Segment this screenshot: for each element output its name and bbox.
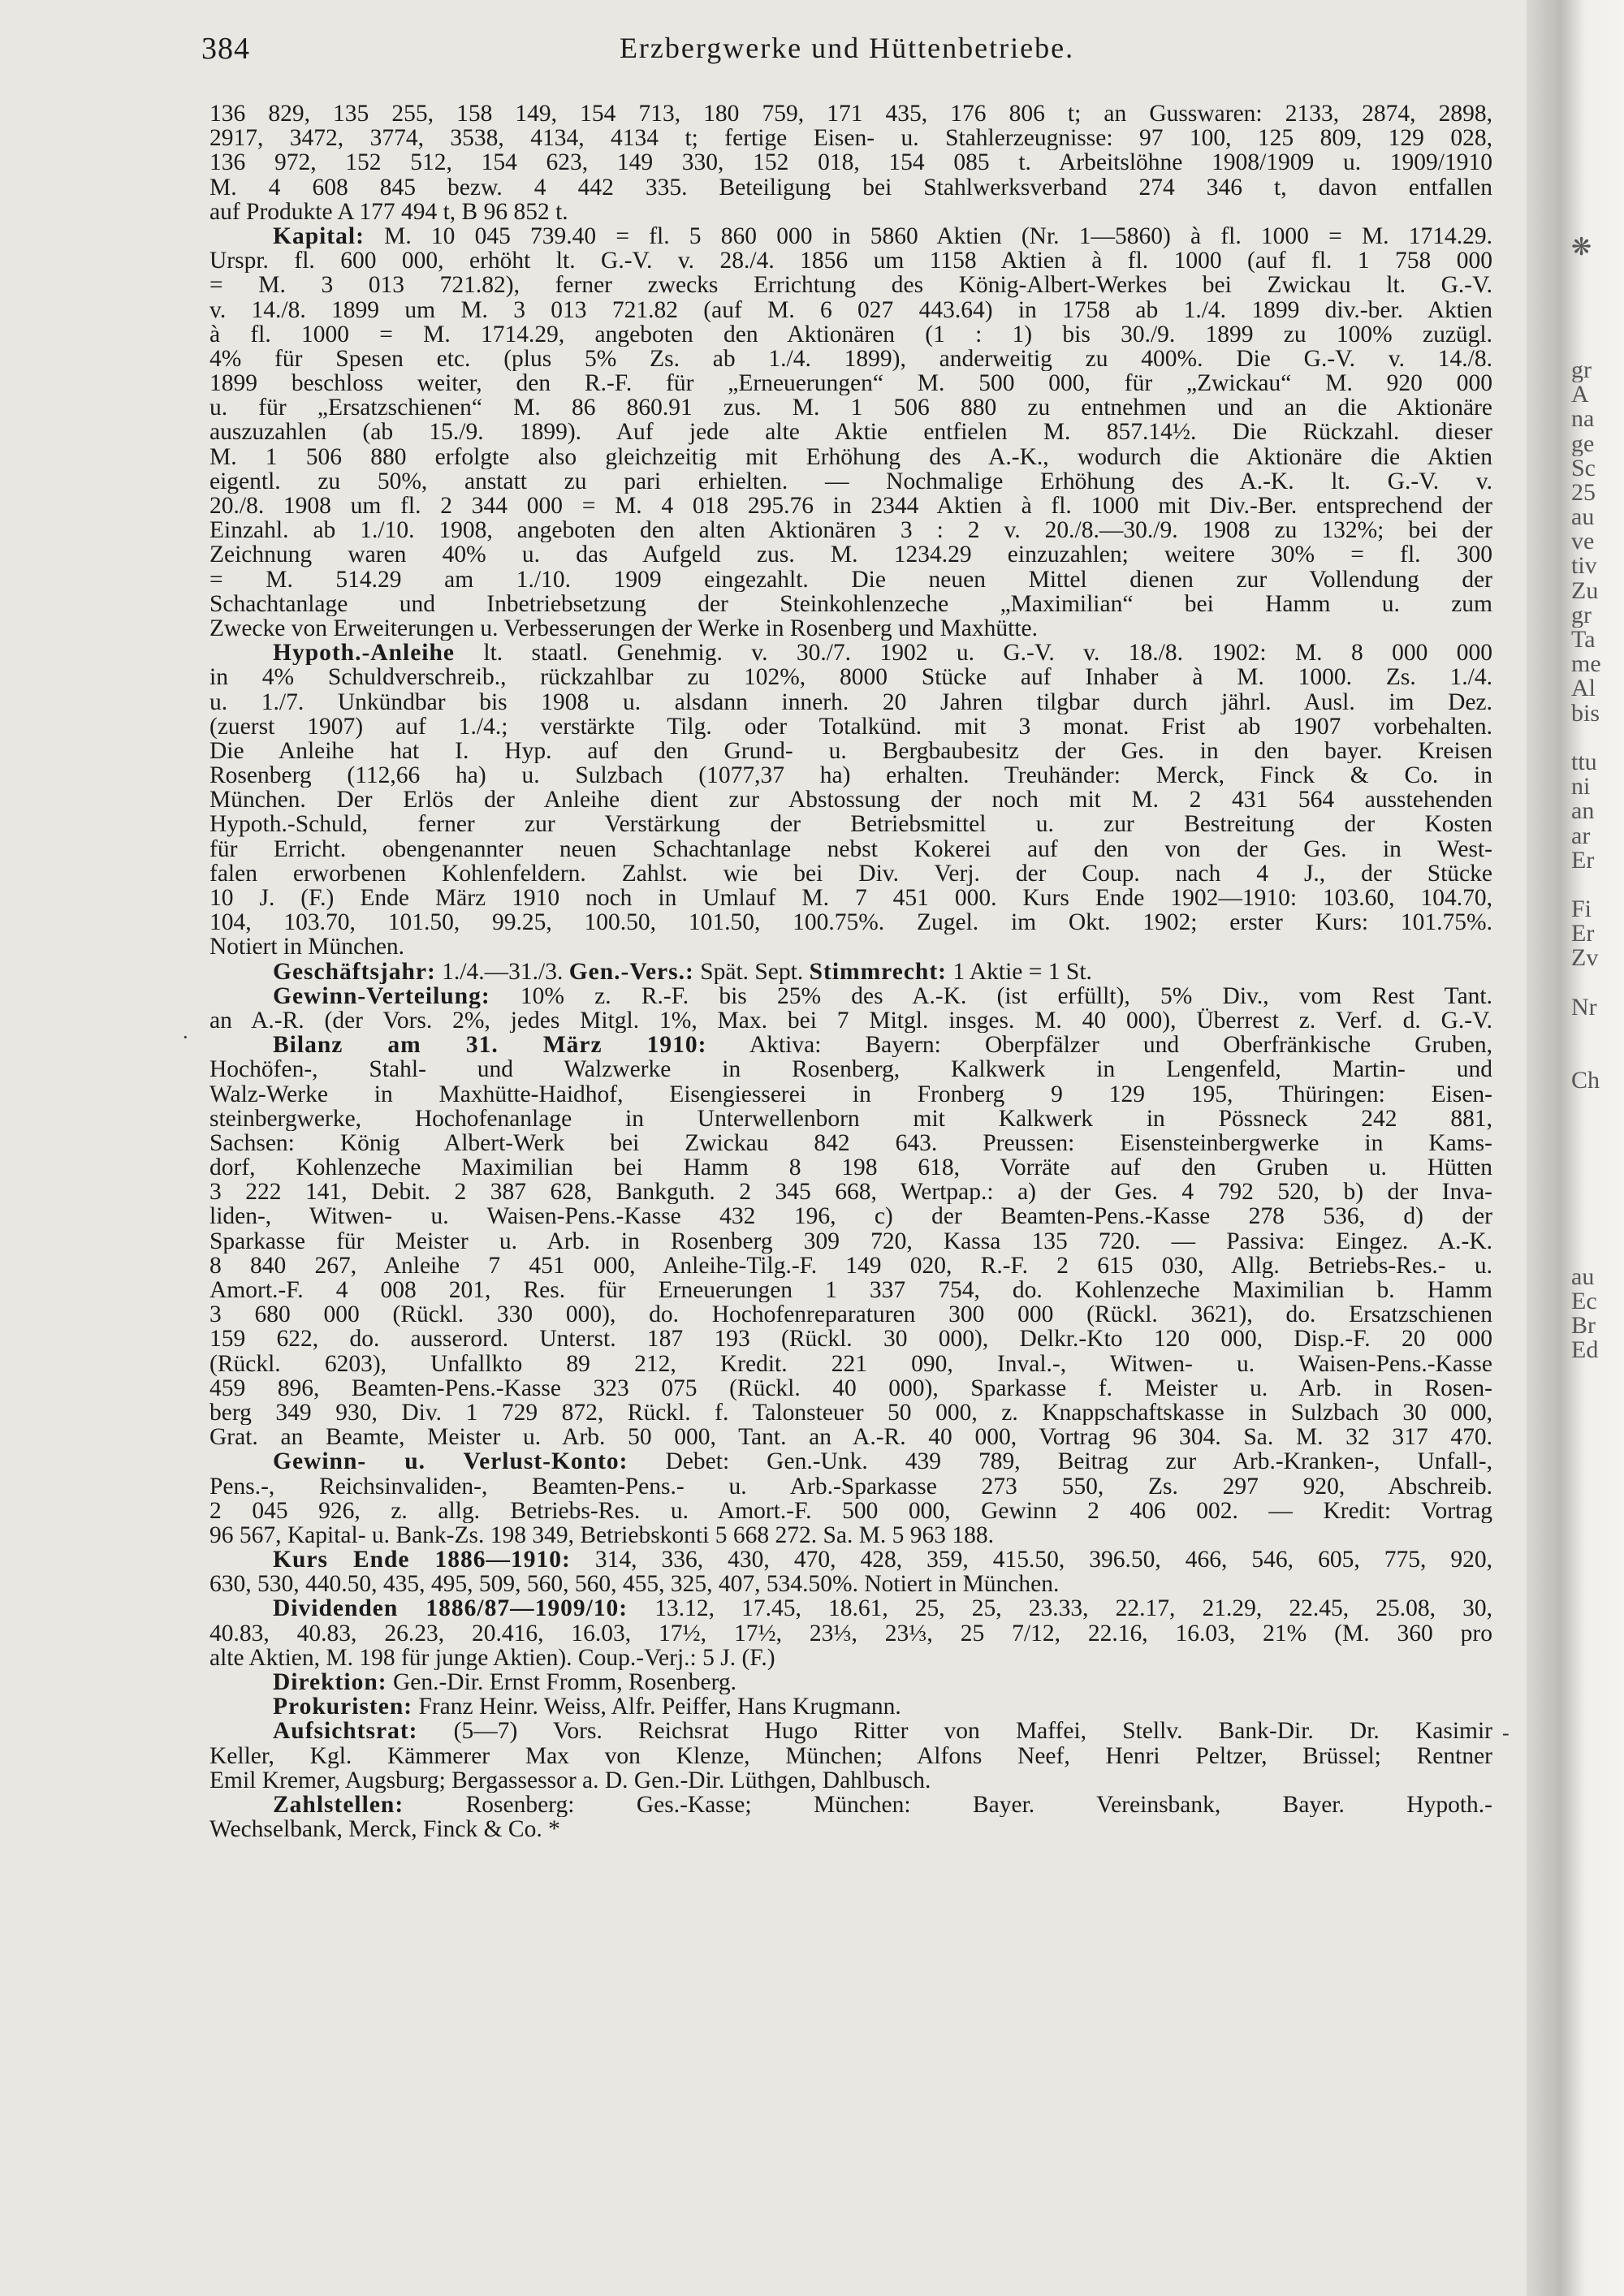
text-line <box>209 1155 1492 1180</box>
text-line <box>209 1499 1492 1523</box>
text-line <box>209 1596 1492 1621</box>
body-text <box>209 101 1492 1841</box>
line-text: 1./4.—31./3. <box>435 959 569 984</box>
text-line <box>209 592 1492 616</box>
text-line <box>209 1572 1492 1596</box>
line-text: Aktiva: Bayern: Oberpfälzer und Oberfränkische Gruben, <box>706 1033 1492 1058</box>
line-text: 3 222 141, Debit. 2 387 628, Bankguth. 2 345 668, Wertpap.: a) der Ges. 4 792 520, b) der Inva- <box>209 1180 1492 1205</box>
text-line <box>209 1327 1492 1351</box>
text-line <box>209 494 1492 518</box>
text-line <box>209 1670 1492 1694</box>
section-keyword: Gewinn- u. Verlust-Konto: <box>273 1449 628 1474</box>
text-line <box>209 101 1492 126</box>
facing-page-fragment: ❋ <box>1571 235 1592 261</box>
facing-page-fragment <box>1571 1191 1620 1215</box>
text-line <box>209 395 1492 420</box>
line-text: Gen.-Dir. Ernst Fromm, Rosenberg. <box>387 1670 737 1695</box>
line-text: auszuzahlen (ab 15./9. 1899). Auf jede alte Aktie entfielen M. 857.14½. Die Rückzahl. dieser <box>209 420 1492 445</box>
text-line <box>209 861 1492 886</box>
text-line <box>209 1033 1492 1057</box>
text-line <box>209 1204 1492 1228</box>
text-line <box>209 248 1492 273</box>
facing-page-fragment: 25 <box>1571 480 1596 506</box>
text-line <box>209 371 1492 395</box>
section-keyword: Direktion: <box>273 1670 387 1695</box>
line-text: = M. 3 013 721.82), ferner zwecks Errichtung des König-Albert-Werkes bei Zwickau lt. G.-V. <box>209 273 1492 298</box>
line-text: Sparkasse für Meister u. Arb. in Rosenberg 309 720, Kassa 135 720. — Passiva: Eingez. A.-K. <box>209 1228 1492 1254</box>
line-text: lt. staatl. Genehmig. v. 30./7. 1902 u. G.-V. v. 18./8. 1902: M. 8 000 000 <box>454 641 1492 666</box>
facing-page-fragment: me <box>1571 652 1601 677</box>
line-text: an A.-R. (der Vors. 2%, jedes Mitgl. 1%, Max. bei 7 Mitgl. insges. M. 40 000), Überrest z. Verf. d. G.-V. <box>209 1008 1492 1034</box>
facing-page-fragment: au <box>1571 505 1595 530</box>
facing-page-fragment: Ec <box>1571 1289 1597 1314</box>
facing-page-fragment: tiv <box>1571 554 1597 579</box>
text-line <box>209 126 1492 150</box>
text-line <box>209 273 1492 297</box>
line-text: 20./8. 1908 um fl. 2 344 000 = M. 4 018 295.76 in 2344 Aktien à fl. 1000 mit Div.-Ber. entsprechend der <box>209 494 1492 519</box>
text-line <box>209 347 1492 371</box>
line-text: 136 829, 135 255, 158 149, 154 713, 180 759, 171 435, 176 806 t; an Gusswaren: 2133, 2874, 2898, <box>209 101 1492 127</box>
facing-page-fragment <box>1571 1167 1620 1191</box>
section-keyword: Zahlstellen: <box>273 1792 404 1818</box>
facing-page-fragment: na <box>1571 407 1595 432</box>
line-text: Franz Heinr. Weiss, Alfr. Peiffer, Hans Krugmann. <box>412 1694 901 1720</box>
text-line <box>209 1057 1492 1081</box>
section-keyword: Kapital: <box>273 223 365 249</box>
text-line <box>209 322 1492 347</box>
line-text: Sachsen: König Albert-Werk bei Zwickau 842 643. Preussen: Eisensteinbergwerke in Kams- <box>209 1130 1492 1156</box>
facing-page-fragment: au <box>1571 1264 1595 1290</box>
section-keyword: Prokuristen: <box>273 1694 413 1720</box>
text-line <box>209 1449 1492 1474</box>
facing-page-fragment: Al <box>1571 676 1596 701</box>
section-keyword: Gen.-Vers.: <box>568 959 694 984</box>
facing-page-fragment: Zv <box>1571 946 1599 971</box>
facing-page-fragment <box>1571 971 1620 995</box>
facing-page-fragment: Ta <box>1571 628 1596 653</box>
facing-page-fragment <box>1571 1020 1620 1044</box>
section-keyword: Stimmrecht: <box>809 959 947 984</box>
line-text: Spät. Sept. <box>693 959 810 984</box>
facing-page-fragment <box>1571 1241 1620 1265</box>
facing-page-fragment: Ch <box>1571 1068 1600 1094</box>
line-text: alte Aktien, M. 198 für junge Aktien). Coup.-Verj.: 5 J. (F.) <box>209 1645 775 1670</box>
facing-page-fragment: an <box>1571 799 1595 824</box>
text-line <box>209 690 1492 714</box>
text-line <box>209 420 1492 444</box>
line-text: (zuerst 1907) auf 1./4.; verstärkte Tilg. oder Totalkünd. mit 3 monat. Frist ab 1907 vorbehalten. <box>209 714 1492 739</box>
facing-page-fragment: ttu <box>1571 749 1597 775</box>
facing-page-fragment: Er <box>1571 848 1595 873</box>
text-line <box>209 1719 1492 1743</box>
text-line <box>209 1646 1492 1670</box>
facing-page-fragment: Sc <box>1571 455 1596 481</box>
line-text: 459 896, Beamten-Pens.-Kasse 323 075 (Rückl. 40 000), Sparkasse f. Meister u. Arb. in Rosen- <box>209 1375 1492 1400</box>
line-text: 159 622, do. ausserord. Unterst. 187 193 (Rückl. 30 000), Delkr.-Kto 120 000, Disp.-F. 20 000 <box>209 1327 1492 1352</box>
facing-page-fragment <box>1571 1216 1620 1241</box>
text-line <box>209 1278 1492 1302</box>
line-text: auf Produkte A 177 494 t, B 96 852 t. <box>209 199 568 224</box>
line-text: M. 4 608 845 bezw. 4 442 335. Beteiligung bei Stahlwerksverband 274 346 t, davon entfallen <box>209 175 1492 200</box>
facing-page-fragment <box>1571 1118 1620 1142</box>
running-title: Erzbergwerke und Hüttenbetriebe. <box>619 32 1075 64</box>
section-keyword: Dividenden 1886/87—1909/10: <box>273 1596 628 1621</box>
line-text: 1 Aktie = 1 St. <box>946 959 1092 984</box>
line-text: eigentl. zu 50%, anstatt zu pari erhielten. — Nochmalige Erhöhung des A.-K. lt. G.-V. v. <box>209 468 1492 494</box>
line-text: Notiert in München. <box>209 934 405 960</box>
line-text: = M. 514.29 am 1./10. 1909 eingezahlt. Die neuen Mittel dienen zur Vollendung der <box>209 567 1492 592</box>
margin-mark-left: · <box>182 1025 189 1049</box>
line-text: 1899 beschloss weiter, den R.-F. für „Erneuerungen“ M. 500 000, für „Zwickau“ M. 920 000 <box>209 371 1492 396</box>
facing-page-fragment: ve <box>1571 529 1595 555</box>
line-text: München. Der Erlös der Anleihe dient zur Abstossung der noch mit M. 2 431 564 ausstehenden <box>209 788 1492 813</box>
line-text: dorf, Kohlenzeche Maximilian bei Hamm 8 198 618, Vorräte auf den Gruben u. Hütten <box>209 1155 1492 1180</box>
line-text: 3 680 000 (Rückl. 330 000), do. Hochofenreparaturen 300 000 (Rückl. 3621), do. Ersatzschienen <box>209 1302 1492 1327</box>
text-line <box>209 1180 1492 1204</box>
text-line <box>209 641 1492 665</box>
facing-page-fragment <box>1571 284 1620 309</box>
text-line <box>209 175 1492 200</box>
section-keyword: Aufsichtsrat: <box>273 1719 418 1744</box>
facing-page-fragment: bis <box>1571 701 1600 726</box>
line-text: Rosenberg (112,66 ha) u. Sulzbach (1077,37 ha) erhalten. Treuhänder: Merck, Finck & Co. in <box>209 763 1492 788</box>
text-line <box>209 1352 1492 1376</box>
text-line <box>209 200 1492 224</box>
line-text: 2917, 3472, 3774, 3538, 4134, 4134 t; fertige Eisen- u. Stahlerzeugnisse: 97 100, 125 809, 129 028, <box>209 126 1492 151</box>
text-line <box>209 934 1492 959</box>
line-text: Einzahl. ab 1./10. 1908, angeboten den alten Aktionären 3 : 2 v. 20./8.—30./9. 1908 zu 132%; bei der <box>209 518 1492 543</box>
text-line <box>209 1523 1492 1547</box>
line-text: Rosenberg: Ges.-Kasse; München: Bayer. Vereinsbank, Bayer. Hypoth.- <box>404 1792 1492 1818</box>
text-line <box>209 1744 1492 1768</box>
line-text: u. 1./7. Unkündbar bis 1908 u. alsdann innerh. 20 Jahren tilgbar durch jährl. Ausl. im Dez. <box>209 689 1492 714</box>
facing-page-fragment: ar <box>1571 823 1591 848</box>
page-header <box>201 31 1492 71</box>
facing-page-fragment <box>1571 309 1620 334</box>
line-text: liden-, Witwen- u. Waisen-Pens.-Kasse 432 196, c) der Beamten-Pens.-Kasse 278 536, d) der <box>209 1204 1492 1229</box>
line-text: Amort.-F. 4 008 201, Res. für Erneuerungen 1 337 754, do. Kohlenzeche Maximilian b. Hamm <box>209 1278 1492 1303</box>
section-keyword: Gewinn-Verteilung: <box>273 983 490 1008</box>
facing-page-fragment <box>1571 260 1620 284</box>
text-line <box>209 1082 1492 1107</box>
line-text: 10% z. R.-F. bis 25% des A.-K. (ist erfüllt), 5% Div., vom Rest Tant. <box>490 983 1492 1008</box>
text-line <box>209 1694 1492 1719</box>
text-line <box>209 984 1492 1008</box>
line-text: 4% für Spesen etc. (plus 5% Zs. ab 1./4. 1899), anderweitig zu 400%. Die G.-V. v. 14./8. <box>209 346 1492 372</box>
line-text: Keller, Kgl. Kämmerer Max von Klenze, München; Alfons Neef, Henri Peltzer, Brüssel; Rentner <box>209 1743 1492 1768</box>
text-line <box>209 1131 1492 1155</box>
facing-page-fragment <box>1571 1044 1620 1068</box>
line-text: 104, 103.70, 101.50, 99.25, 100.50, 101.50, 100.75%. Zugel. im Okt. 1902; erster Kurs: 101.75%. <box>209 910 1492 935</box>
text-line <box>209 1768 1492 1793</box>
facing-page-fragment <box>1571 1142 1620 1167</box>
facing-page-fragment: Fi <box>1571 897 1592 922</box>
text-line <box>209 910 1492 934</box>
text-line <box>209 960 1492 984</box>
text-line <box>209 1425 1492 1449</box>
line-text: Pens.-, Reichsinvaliden-, Beamten-Pens.- u. Arb.-Sparkasse 273 550, Zs. 297 920, Abschreib. <box>209 1474 1492 1499</box>
facing-page-fragments <box>1571 235 1620 1363</box>
line-text: 2 045 926, z. allg. Betriebs-Res. u. Amort.-F. 500 000, Gewinn 2 406 002. — Kredit: Vortrag <box>209 1498 1492 1523</box>
line-text: u. für „Ersatzschienen“ M. 86 860.91 zus. M. 1 506 880 zu entnehmen und an die Aktionäre <box>209 395 1492 421</box>
text-line <box>209 1621 1492 1646</box>
line-text: 136 972, 152 512, 154 623, 149 330, 152 018, 154 085 t. Arbeitslöhne 1908/1909 u. 1909/1910 <box>209 150 1492 175</box>
line-text: M. 1 506 880 erfolgte also gleichzeitig mit Erhöhung des A.-K., wodurch die Aktionäre die Aktien <box>209 444 1492 469</box>
section-keyword: Kurs Ende 1886—1910: <box>273 1547 571 1573</box>
page-number: 384 <box>201 32 250 66</box>
margin-mark-right: - <box>1502 1721 1510 1745</box>
text-line <box>209 1400 1492 1425</box>
line-text: Hochöfen-, Stahl- und Walzwerke in Rosenberg, Kalkwerk in Lengenfeld, Martin- und <box>209 1057 1492 1082</box>
text-line <box>209 665 1492 689</box>
text-line <box>209 1817 1492 1841</box>
line-text: Emil Kremer, Augsburg; Bergassessor a. D. Gen.-Dir. Lüthgen, Dahlbusch. <box>209 1767 931 1793</box>
line-text: 10 J. (F.) Ende März 1910 noch in Umlauf M. 7 451 000. Kurs Ende 1902—1910: 103.60, 104.70, <box>209 886 1492 911</box>
facing-page-fragment: A <box>1571 382 1589 408</box>
section-keyword: Bilanz am 31. März 1910: <box>273 1033 707 1058</box>
text-line <box>209 1547 1492 1572</box>
text-line <box>209 714 1492 739</box>
line-text: berg 349 930, Div. 1 729 872, Rückl. f. Talonsteuer 50 000, z. Knappschaftskasse in Sulzbach 30 000, <box>209 1400 1492 1426</box>
line-text: Urspr. fl. 600 000, erhöht lt. G.-V. v. 28./4. 1856 um 1158 Aktien à fl. 1000 (auf fl. 1 758 000 <box>209 248 1492 274</box>
line-text: Walz-Werke in Maxhütte-Haidhof, Eisengiesserei in Fronberg 9 129 195, Thüringen: Eisen- <box>209 1081 1492 1107</box>
line-text: Wechselbank, Merck, Finck & Co. * <box>209 1817 560 1842</box>
facing-page-fragment: ge <box>1571 431 1595 456</box>
text-line <box>209 298 1492 322</box>
text-line <box>209 469 1492 494</box>
line-text: Hypoth.-Schuld, ferner zur Verstärkung der Betriebsmittel u. zur Bestreitung der Kosten <box>209 812 1492 837</box>
text-line <box>209 788 1492 812</box>
line-text: 13.12, 17.45, 18.61, 25, 25, 23.33, 22.17, 21.29, 22.45, 25.08, 30, <box>628 1596 1492 1621</box>
text-line <box>209 568 1492 592</box>
line-text: falen erworbenen Kohlenfeldern. Zahlst. wie bei Div. Verj. der Coup. nach 4 J., der Stücke <box>209 861 1492 886</box>
line-text: v. 14./8. 1899 um M. 3 013 721.82 (auf M. 6 027 443.64) in 1758 ab 1./4. 1899 div.-ber. Aktien <box>209 297 1492 322</box>
text-line <box>209 150 1492 175</box>
line-text: Debet: Gen.-Unk. 439 789, Beitrag zur Arb.-Kranken-, Unfall-, <box>628 1449 1492 1474</box>
line-text: Zeichnung waren 40% u. das Aufgeld zus. M. 1234.29 einzuzahlen; weitere 30% = fl. 300 <box>209 542 1492 568</box>
text-line <box>209 445 1492 469</box>
line-text: Schachtanlage und Inbetriebsetzung der Steinkohlenzeche „Maximilian“ bei Hamm u. zum <box>209 591 1492 616</box>
text-line <box>209 542 1492 567</box>
facing-page-fragment: Nr <box>1571 995 1597 1020</box>
text-line <box>209 518 1492 542</box>
section-keyword: Hypoth.-Anleihe <box>273 641 455 666</box>
text-line <box>209 1008 1492 1033</box>
facing-page-fragment: Zu <box>1571 578 1599 603</box>
line-text: (Rückl. 6203), Unfallkto 89 212, Kredit. 221 090, Inval.-, Witwen- u. Waisen-Pens.-Kasse <box>209 1351 1492 1376</box>
line-text: M. 10 045 739.40 = fl. 5 860 000 in 5860 Aktien (Nr. 1—5860) à fl. 1000 = M. 1714.29. <box>364 223 1492 249</box>
text-line <box>209 1107 1492 1131</box>
line-text: (5—7) Vors. Reichsrat Hugo Ritter von Maffei, Stellv. Bank-Dir. Dr. Kasimir <box>417 1719 1492 1744</box>
text-line <box>209 1254 1492 1278</box>
text-line <box>209 739 1492 763</box>
facing-page-fragment: gr <box>1571 357 1592 383</box>
facing-page-fragment <box>1571 873 1620 897</box>
text-line <box>209 812 1492 836</box>
text-line <box>209 616 1492 641</box>
line-text: für Erricht. obengenannter neuen Schachtanlage nebst Kokerei auf den von der Ges. in West- <box>209 836 1492 861</box>
text-line <box>209 1793 1492 1817</box>
text-line <box>209 763 1492 788</box>
text-line <box>209 1376 1492 1400</box>
section-keyword: Geschäftsjahr: <box>273 959 436 984</box>
line-text: 40.83, 40.83, 26.23, 20.416, 16.03, 17½, 17½, 23⅓, 23⅓, 25 7/12, 22.16, 16.03, 21% (M. 360 pro <box>209 1621 1492 1646</box>
line-text: steinbergwerke, Hochofenanlage in Unterwellenborn mit Kalkwerk in Pössneck 242 881, <box>209 1106 1492 1131</box>
line-text: Grat. an Beamte, Meister u. Arb. 50 000, Tant. an A.-R. 40 000, Vortrag 96 304. Sa. M. 32 317 470. <box>209 1425 1492 1450</box>
text-line <box>209 1302 1492 1327</box>
facing-page-fragment: gr <box>1571 602 1592 628</box>
facing-page-fragment: Ed <box>1571 1338 1599 1363</box>
line-text: Die Anleihe hat I. Hyp. auf den Grund- u. Bergbaubesitz der Ges. in den bayer. Kreisen <box>209 738 1492 764</box>
line-text: 8 840 267, Anleihe 7 451 000, Anleihe-Tilg.-F. 149 020, R.-F. 2 615 030, Allg. Betriebs-Res.- u. <box>209 1253 1492 1278</box>
line-text: 630, 530, 440.50, 435, 495, 509, 560, 560, 455, 325, 407, 534.50%. Notiert in München. <box>209 1572 1060 1597</box>
text-line <box>209 1229 1492 1254</box>
text-line <box>209 1474 1492 1499</box>
line-text: Zwecke von Erweiterungen u. Verbesserungen der Werke in Rosenberg und Maxhütte. <box>209 615 1038 641</box>
line-text: à fl. 1000 = M. 1714.29, angeboten den Aktionären (1 : 1) bis 30./9. 1899 zu 100% zuzügl. <box>209 322 1492 347</box>
facing-page-fragment: Br <box>1571 1314 1596 1339</box>
facing-page-fragment <box>1571 334 1620 358</box>
facing-page-fragment: ni <box>1571 775 1591 800</box>
line-text: 314, 336, 430, 470, 428, 359, 415.50, 396.50, 466, 546, 605, 775, 920, <box>570 1547 1492 1573</box>
facing-page-fragment <box>1571 1094 1620 1118</box>
text-line <box>209 224 1492 248</box>
line-text: 96 567, Kapital- u. Bank-Zs. 198 349, Betriebskonti 5 668 272. Sa. M. 5 963 188. <box>209 1522 995 1548</box>
line-text: in 4% Schuldverschreib., rückzahlbar zu 102%, 8000 Stücke auf Inhaber à M. 1000. Zs. 1./4. <box>209 665 1492 690</box>
facing-page-fragment <box>1571 726 1620 750</box>
text-line <box>209 837 1492 861</box>
facing-page-fragment: Er <box>1571 921 1595 947</box>
text-line <box>209 886 1492 910</box>
